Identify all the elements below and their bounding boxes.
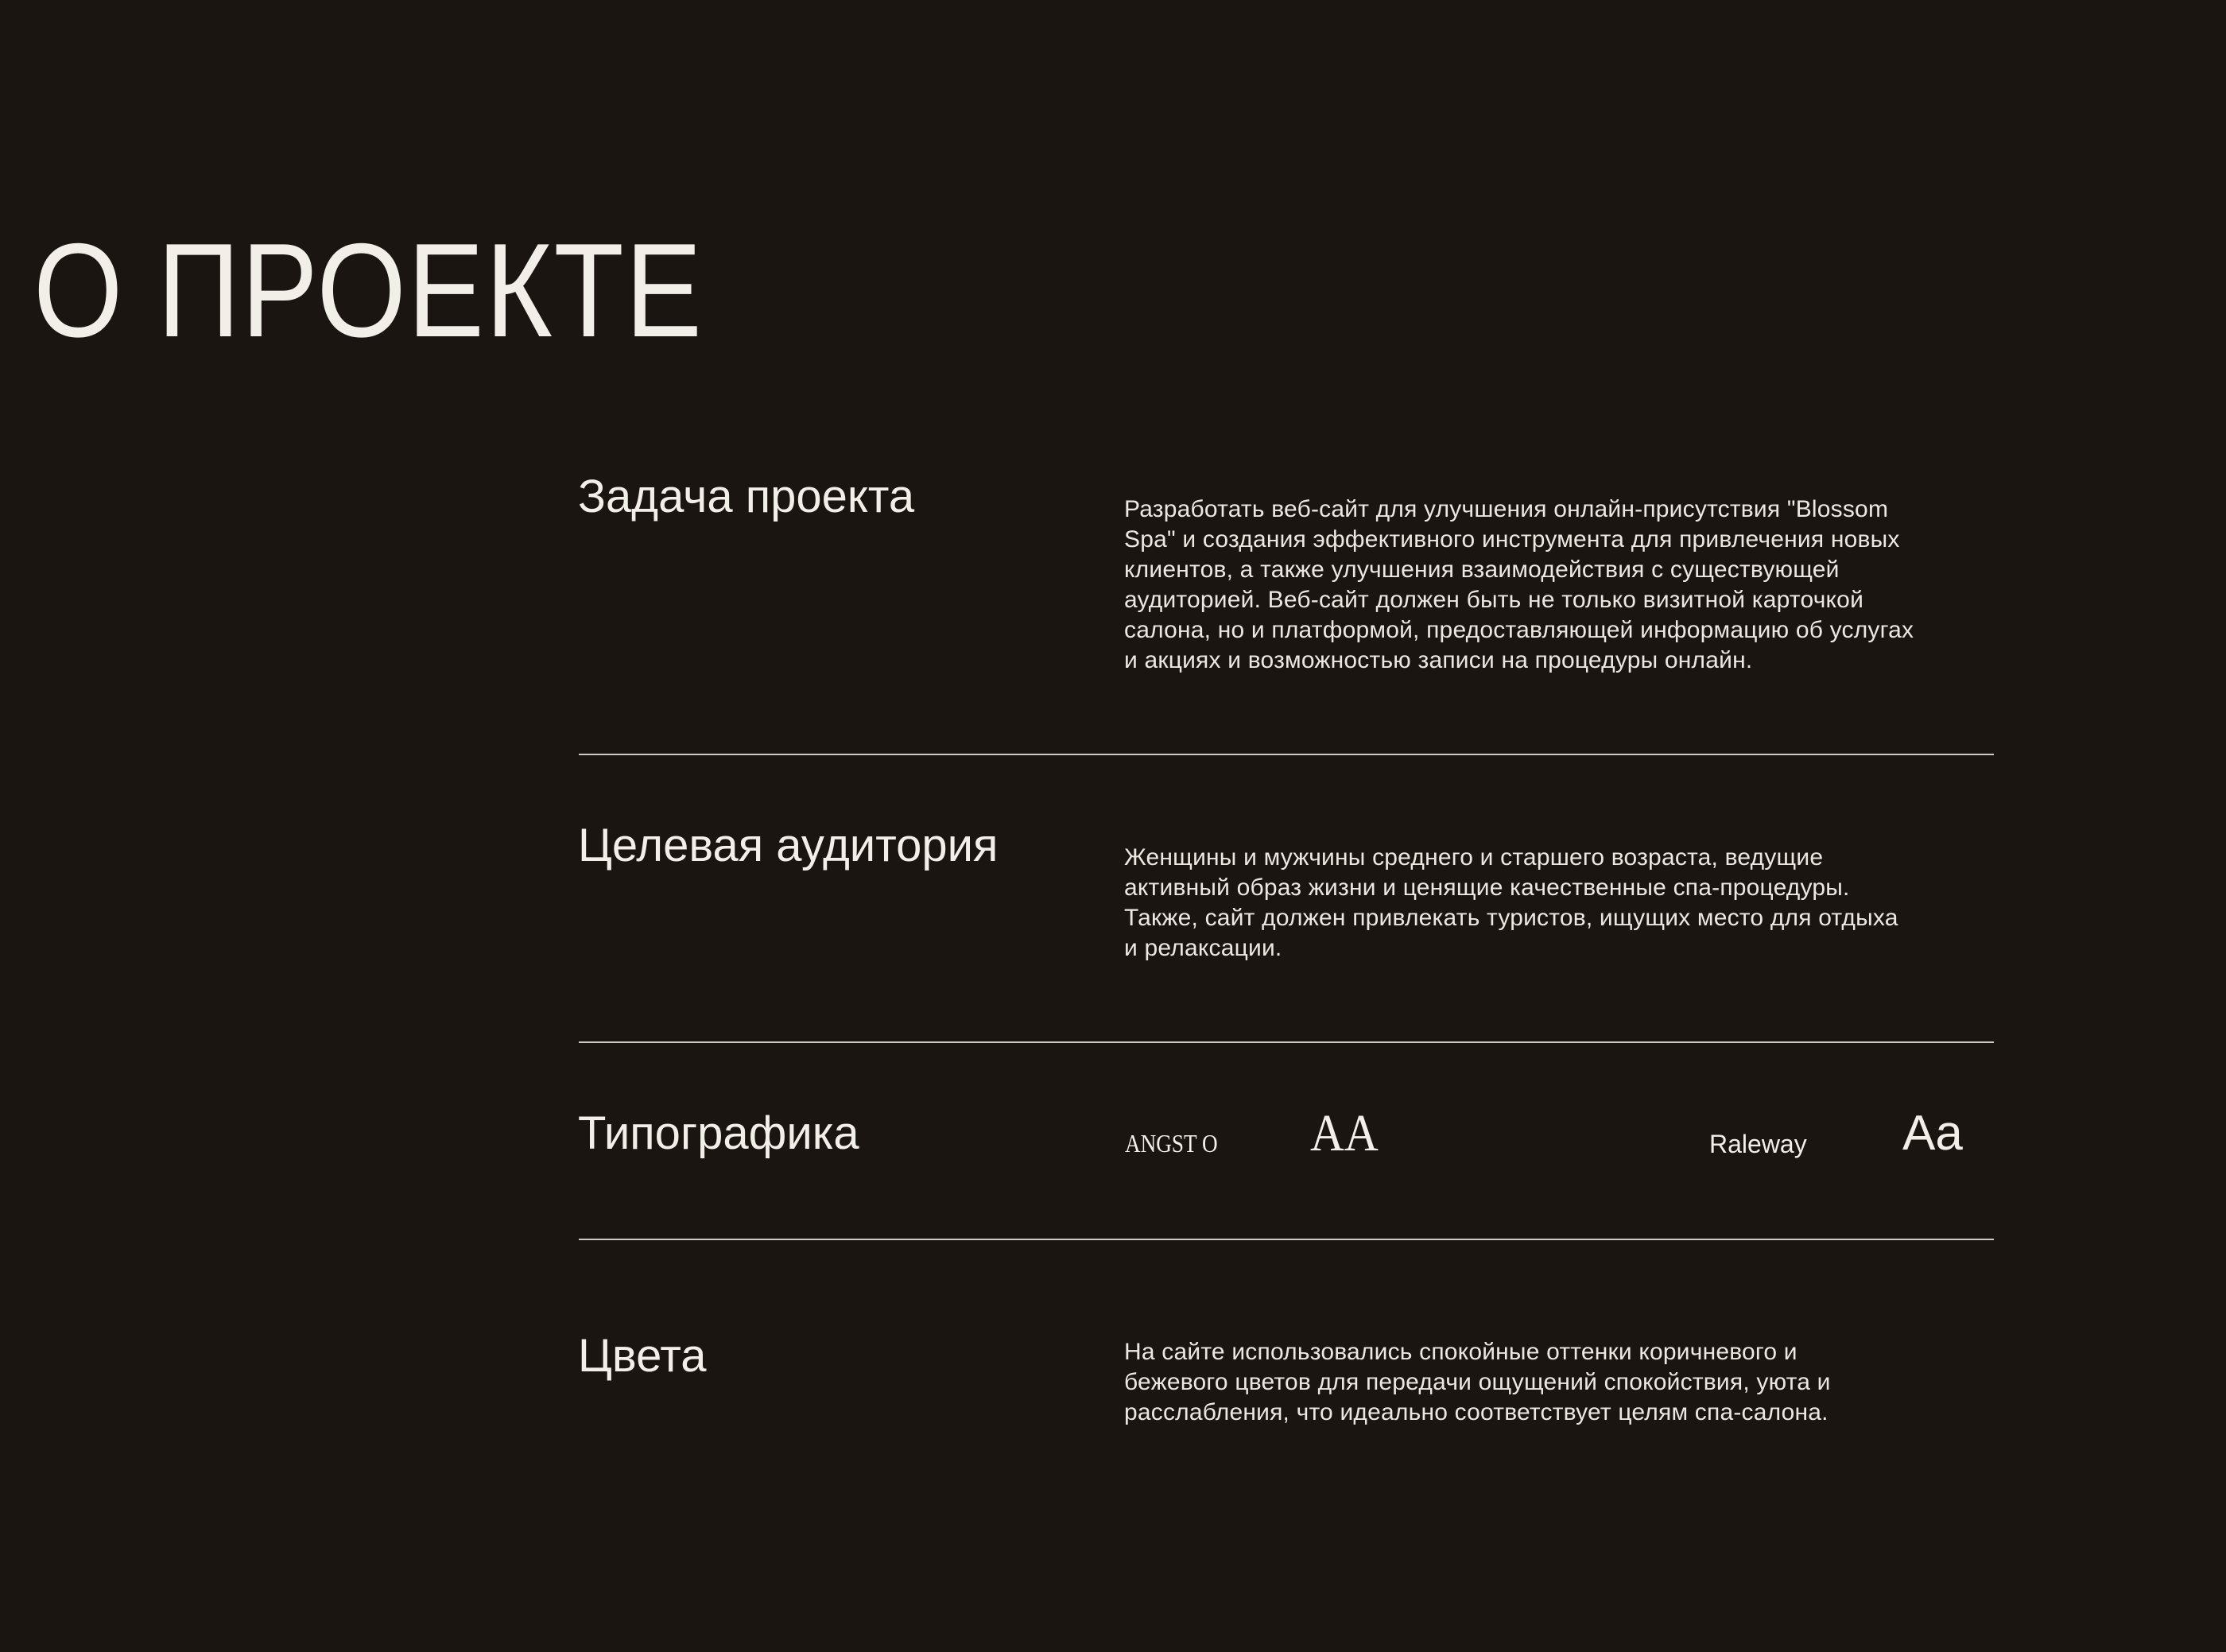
section-heading-task: Задача проекта	[578, 471, 915, 522]
section-heading-typography: Типографика	[578, 1107, 859, 1159]
page-title: О ПРОЕКТЕ	[33, 215, 704, 365]
text-line: активный образ жизни и ценящие качественные спа-процедуры.	[1124, 874, 1850, 901]
text-line: Spa" и создания эффективного инструмента для привлечения новых	[1124, 526, 1900, 553]
section-text-colors	[1124, 1337, 1831, 1428]
text-line: Разработать веб-сайт для улучшения онлайн-присутствия "Blossom	[1124, 496, 1889, 522]
section-divider	[579, 1041, 1994, 1043]
text-line: бежевого цветов для передачи ощущений спокойствия, уюта и	[1124, 1369, 1831, 1395]
text-line: На сайте использовались спокойные оттенки коричневого и	[1124, 1339, 1797, 1365]
text-line: аудиторией. Веб-сайт должен быть не только визитной карточкой	[1124, 587, 1864, 613]
text-line: клиентов, а также улучшения взаимодействия с существующей	[1124, 556, 1840, 583]
section-text-task	[1124, 494, 1914, 676]
text-line: и релаксации.	[1124, 935, 1282, 961]
text-line: и акциях и возможностью записи на процедуры онлайн.	[1124, 647, 1753, 673]
font-sample-raleway: Aa	[1902, 1106, 1963, 1161]
section-divider	[579, 754, 1994, 755]
font-name-raleway: Raleway	[1709, 1130, 1807, 1158]
text-line: Также, сайт должен привлекать туристов, ищущих место для отдыха	[1124, 905, 1898, 931]
section-heading-colors: Цвета	[578, 1330, 707, 1382]
section-heading-audience: Целевая аудитория	[578, 820, 999, 871]
font-sample-angst: AA	[1310, 1104, 1379, 1162]
text-line: расслабления, что идеально соответствует целям спа-салона.	[1124, 1399, 1828, 1425]
text-line: Женщины и мужчины среднего и старшего возраста, ведущие	[1124, 844, 1824, 871]
font-name-angst: ANGST O	[1125, 1129, 1218, 1158]
section-text-audience	[1124, 843, 1898, 964]
text-line: салона, но и платформой, предоставляющей информацию об услугах	[1124, 617, 1914, 643]
section-divider	[579, 1239, 1994, 1240]
